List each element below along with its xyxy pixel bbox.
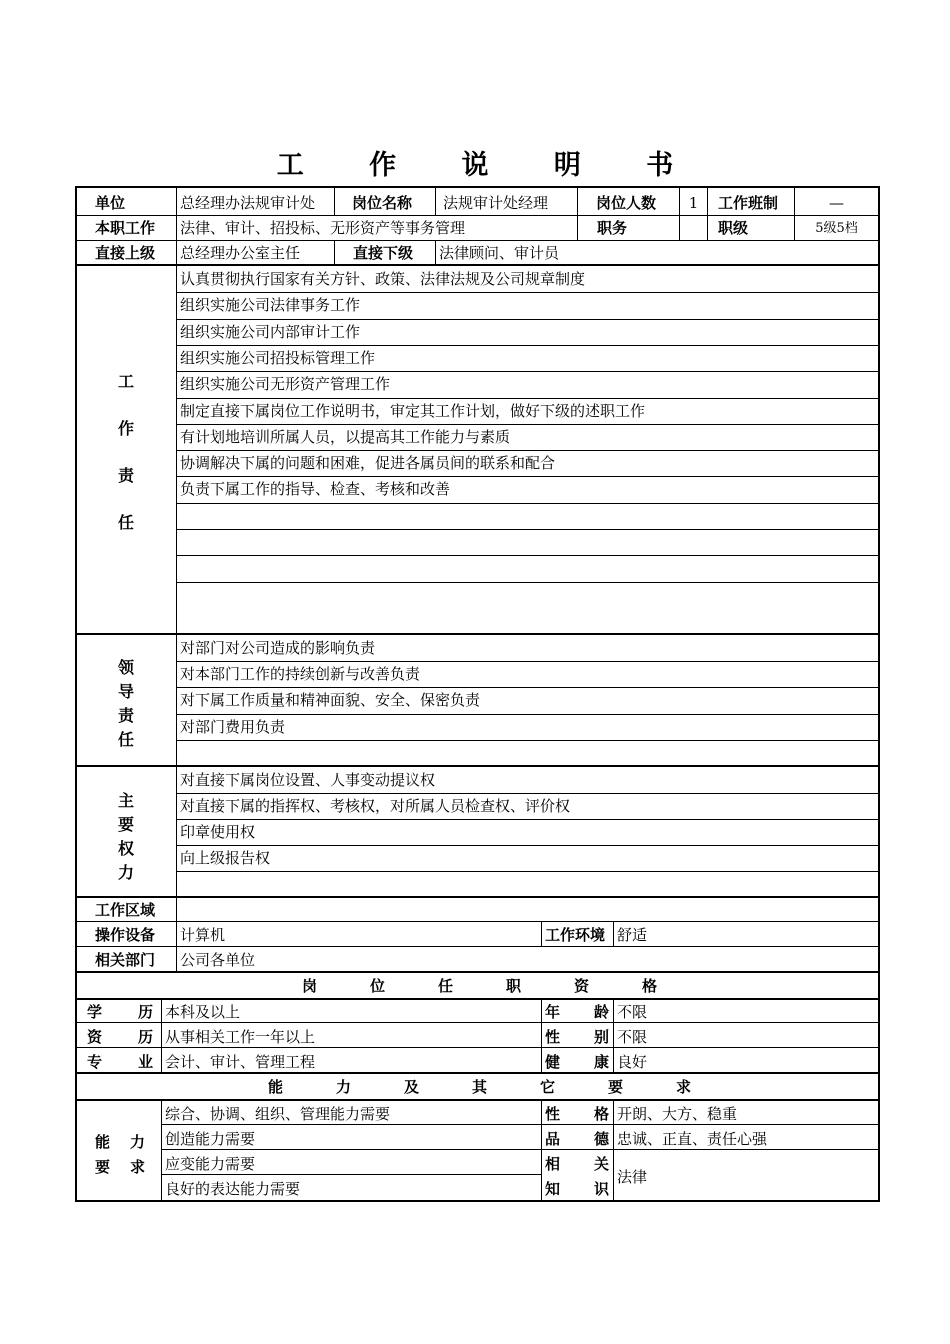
- environment-label: 工作环境: [545, 926, 606, 944]
- morality-value: 忠诚、正直、责任心强: [617, 1130, 768, 1148]
- list-item: 制定直接下属岗位工作说明书，审定其工作计划，做好下级的述职工作: [180, 401, 646, 420]
- headcount-label: 岗位人数: [596, 194, 657, 212]
- list-item: 对本部门工作的持续创新与改善负责: [180, 665, 421, 684]
- ability-item: 良好的表达能力需要: [165, 1180, 301, 1198]
- major-value: 会计、审计、管理工程: [165, 1053, 316, 1071]
- health-label: 健 康: [545, 1053, 609, 1071]
- ability-header: 能 力 及 其 它 要 求: [267, 1078, 691, 1096]
- equipment-label: 操作设备: [95, 926, 156, 944]
- ability-item: 创造能力需要: [165, 1130, 256, 1148]
- list-item: 组织实施公司无形资产管理工作: [180, 375, 391, 394]
- equipment-value: 计算机: [180, 926, 226, 944]
- list-item: 印章使用权: [180, 823, 256, 841]
- row-divider: [176, 450, 878, 451]
- related-dept-label: 相关部门: [95, 951, 156, 969]
- superior-value: 总经理办公室主任: [180, 244, 301, 262]
- ability-label-line1: 能 力: [95, 1133, 145, 1151]
- row-divider: [176, 371, 878, 372]
- leadership-label: 领 导 责 任: [117, 658, 134, 749]
- post-name-value: 法规审计处经理: [443, 194, 549, 212]
- list-item: 组织实施公司法律事务工作: [180, 296, 361, 315]
- main-work-label: 本职工作: [95, 219, 156, 237]
- row-divider: [176, 398, 878, 399]
- headcount-value: 1: [688, 194, 699, 212]
- age-value: 不限: [617, 1003, 648, 1021]
- row-divider: [176, 687, 878, 688]
- list-item: 负责下属工作的指导、检查、考核和改善: [180, 480, 451, 499]
- duty-label: 职务: [597, 219, 628, 237]
- row-divider: [176, 476, 878, 477]
- major-label: 专 业: [87, 1053, 153, 1071]
- work-area-label: 工作区域: [95, 901, 156, 919]
- list-item: 认真贯彻执行国家有关方针、政策、法律法规及公司规章制度: [180, 270, 586, 288]
- job-description-table: [75, 186, 880, 1202]
- education-value: 本科及以上: [165, 1003, 241, 1021]
- list-item: 对下属工作质量和精神面貌、安全、保密负责: [180, 691, 481, 710]
- list-item: 组织实施公司内部审计工作: [180, 322, 361, 341]
- row-divider: [176, 661, 878, 662]
- list-item: 向上级报告权: [180, 849, 271, 867]
- ability-item: 应变能力需要: [165, 1155, 256, 1173]
- list-item: 对直接下属岗位设置、人事变动提议权: [180, 771, 436, 789]
- list-item: 组织实施公司招投标管理工作: [180, 348, 376, 367]
- age-label: 年 龄: [545, 1003, 609, 1021]
- list-item: 对部门费用负责: [180, 717, 286, 736]
- page-title: 工 作 说 明 书: [276, 150, 702, 181]
- work-duties-label: 工 作 责 任: [117, 372, 134, 532]
- row-divider: [176, 845, 878, 846]
- row-divider: [176, 292, 878, 293]
- row-divider: [176, 582, 878, 583]
- experience-label: 资 历: [87, 1028, 153, 1046]
- personality-label: 性 格: [545, 1105, 609, 1123]
- subordinate-label: 直接下级: [353, 244, 414, 262]
- experience-value: 从事相关工作一年以上: [165, 1028, 316, 1046]
- powers-label: 主 要 权 力: [117, 791, 134, 882]
- list-item: 对直接下属的指挥权、考核权，对所属人员检查权、评价权: [180, 797, 571, 815]
- personality-value: 开朗、大方、稳重: [617, 1105, 738, 1123]
- row-divider: [176, 793, 878, 794]
- main-work-value: 法律、审计、招投标、无形资产等事务管理: [180, 219, 466, 237]
- ability-label-line2: 要 求: [95, 1158, 145, 1176]
- subordinate-value: 法律顾问、审计员: [439, 244, 560, 262]
- education-label: 学 历: [87, 1003, 153, 1021]
- ability-item: 综合、协调、组织、管理能力需要: [165, 1105, 391, 1123]
- row-divider: [176, 871, 878, 872]
- morality-label: 品 德: [545, 1130, 609, 1148]
- list-item: 对部门对公司造成的影响负责: [180, 639, 376, 657]
- unit-label: 单位: [95, 194, 126, 212]
- health-value: 良好: [617, 1053, 648, 1071]
- row-divider: [176, 819, 878, 820]
- row-divider: [176, 319, 878, 320]
- row-divider: [176, 424, 878, 425]
- rank-label: 职级: [718, 219, 749, 237]
- superior-label: 直接上级: [95, 244, 156, 262]
- row-divider: [176, 714, 878, 715]
- rank-value: 5级5档: [815, 221, 858, 236]
- related-dept-value: 公司各单位: [180, 951, 256, 969]
- unit-value: 总经理办法规审计处: [180, 194, 316, 212]
- row-divider: [176, 503, 878, 504]
- knowledge-value: 法律: [617, 1168, 648, 1186]
- post-name-label: 岗位名称: [352, 194, 413, 212]
- gender-value: 不限: [617, 1028, 648, 1046]
- shift-label: 工作班制: [718, 194, 779, 212]
- shift-value: —: [829, 194, 844, 212]
- knowledge-label-line1: 相 关: [545, 1155, 609, 1173]
- row-divider: [176, 345, 878, 346]
- row-divider: [176, 529, 878, 530]
- row-divider: [176, 555, 878, 556]
- qualification-header: 岗 位 任 职 资 格: [301, 977, 657, 995]
- list-item: 有计划地培训所属人员，以提高其工作能力与素质: [180, 427, 511, 446]
- list-item: 协调解决下属的问题和困难，促进各属员间的联系和配合: [180, 454, 556, 473]
- environment-value: 舒适: [617, 926, 648, 944]
- row-divider: [176, 740, 878, 741]
- gender-label: 性 别: [545, 1028, 609, 1046]
- knowledge-label-line2: 知 识: [545, 1180, 609, 1198]
